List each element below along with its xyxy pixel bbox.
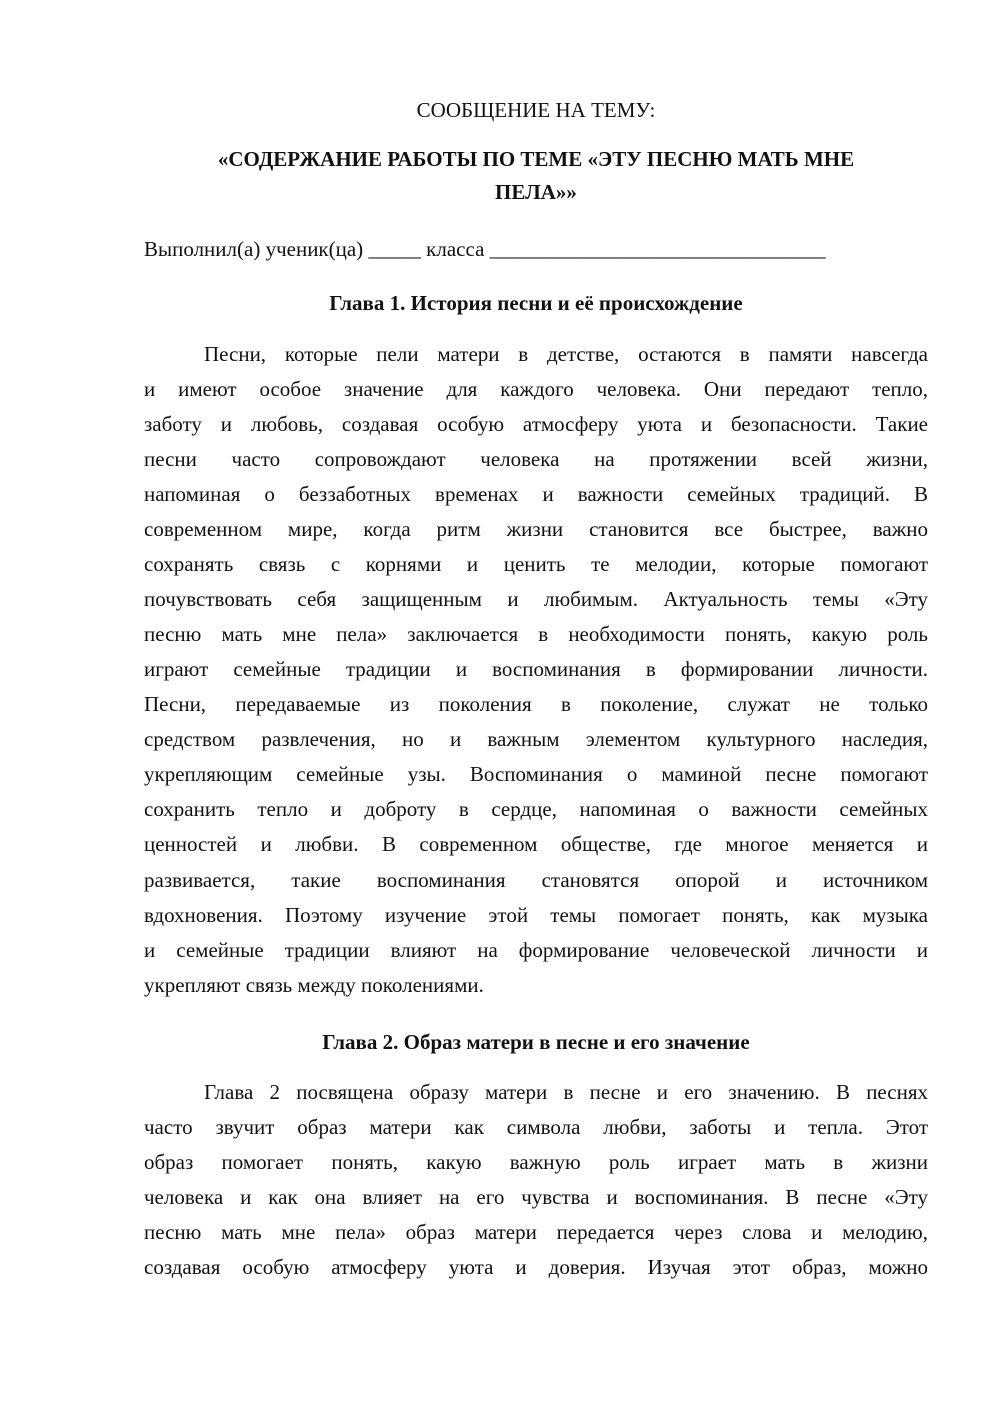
paragraph-line: песню мать мне пела» заключается в необходимости понять, какую роль	[144, 622, 928, 646]
paragraph-line: человека и как она влияет на его чувства и воспоминания. В песне «Эту	[144, 1185, 928, 1209]
paragraph-line: часто звучит образ матери как символа любви, заботы и тепла. Этот	[144, 1115, 928, 1139]
paragraph-line: образ помогает понять, какую важную роль играет мать в жизни	[144, 1150, 928, 1174]
paragraph-line: напоминая о беззаботных временах и важности семейных традиций. В	[144, 482, 928, 506]
paragraph-line: современном мире, когда ритм жизни становится все быстрее, важно	[144, 517, 928, 541]
paragraph-line: сохранить тепло и доброту в сердце, напоминая о важности семейных	[144, 797, 928, 821]
chapter-1-heading: Глава 1. История песни и её происхождение	[329, 291, 743, 315]
paragraph-line: сохранять связь с корнями и ценить те мелодии, которые помогают	[144, 552, 928, 576]
paragraph-line: Песни, которые пели матери в детстве, остаются в памяти навсегда	[204, 342, 928, 366]
paragraph-line: Песни, передаваемые из поколения в поколение, служат не только	[144, 692, 928, 716]
chapter-2-heading: Глава 2. Образ матери в песне и его значение	[322, 1030, 750, 1054]
paragraph-line: и имеют особое значение для каждого человека. Они передают тепло,	[144, 377, 928, 401]
document-title-line-1: «СОДЕРЖАНИЕ РАБОТЫ ПО ТЕМЕ «ЭТУ ПЕСНЮ МАТЬ МНЕ	[217, 147, 855, 171]
paragraph-line: укрепляющим семейные узы. Воспоминания о маминой песне помогают	[144, 762, 928, 786]
paragraph-line: песни часто сопровождают человека на протяжении всей жизни,	[144, 447, 928, 471]
paragraph-line: песню мать мне пела» образ матери передается через слова и мелодию,	[144, 1220, 928, 1244]
document-header: СООБЩЕНИЕ НА ТЕМУ:	[416, 98, 656, 122]
document-title-line-2: ПЕЛА»»	[495, 180, 577, 204]
paragraph-line: и семейные традиции влияют на формирование человеческой личности и	[144, 938, 928, 962]
paragraph-line: ценностей и любви. В современном обществе, где многое меняется и	[144, 832, 928, 856]
paragraph-line-last: укрепляют связь между поколениями.	[144, 973, 484, 997]
paragraph-line: создавая особую атмосферу уюта и доверия. Изучая этот образ, можно	[144, 1255, 928, 1279]
paragraph-line: играют семейные традиции и воспоминания в формировании личности.	[144, 657, 928, 681]
paragraph-line: вдохновения. Поэтому изучение этой темы помогает понять, как музыка	[144, 903, 928, 927]
paragraph-line: развивается, такие воспоминания становятся опорой и источником	[144, 868, 928, 892]
paragraph-line: Глава 2 посвящена образу матери в песне и его значению. В песнях	[204, 1080, 928, 1104]
paragraph-line: заботу и любовь, создавая особую атмосферу уюта и безопасности. Такие	[144, 412, 928, 436]
author-line: Выполнил(а) ученик(ца) _____ класса ________________________________	[144, 237, 826, 261]
paragraph-line: почувствовать себя защищенным и любимым. Актуальность темы «Эту	[144, 587, 928, 611]
paragraph-line: средством развлечения, но и важным элементом культурного наследия,	[144, 727, 928, 751]
